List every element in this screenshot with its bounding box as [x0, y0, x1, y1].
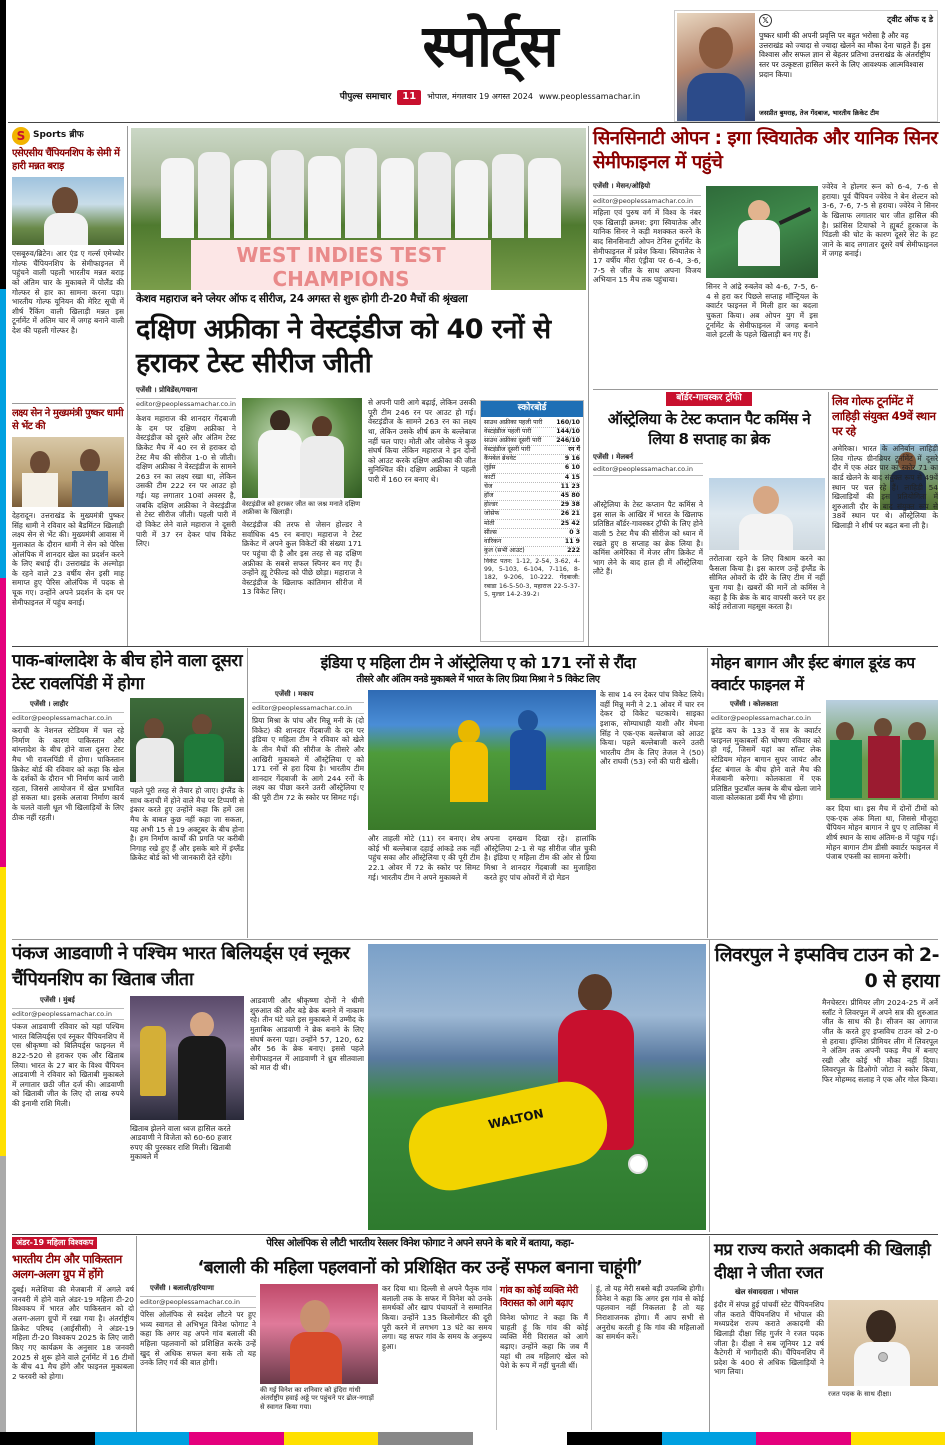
color-registration-strip: [0, 1432, 945, 1445]
india-a-body-1: प्रिया मिश्रा के पांच और मिन्नू मनी के (दो विकेट) की शानदार गेंदबाजी के दम पर इंडिया ए महिला टीम ने रविवार को खेले के तीन मैचों की सीरीज के तीसरे और आखिरी मुकाबले में ऑस्ट्रेलिया ए को 171 रनों से हरा दिया है। भारतीय टीम शानदार गेंदबाजी के आगे 244 रनों के लक्ष्य का पीछा करने उतरी ऑस्ट्रेलिया ए की पूरी टीम 72 के स्कोर पर सिमट गई।: [252, 716, 364, 802]
color-registration-bar: [0, 0, 6, 1445]
brief-1-body: एसबूरुव/ब्रिटेन। आर एंड ए गर्ल्स एमेच्योर गोल्फ चैंपियनशिप के सेमीफाइनल में पहुंचने वाली पहली भारतीय मन्नत बराड़ को अंतिम चार के मुकाबले में पोलैंड की गोल्फर से हार का सामना करना पड़ा। भारतीय गोल्फ यूनियन की मेरिट सूची में शीर्ष रैंकिंग वाली खिलाड़ी मन्नत इस टूर्नामेंट में अंतिम चार में जगह बनाने वाली देश की पहली गोल्फर है।: [12, 249, 124, 335]
scoreboard-row-value: 222: [567, 547, 580, 555]
u19-headline: भारतीय टीम और पाकिस्तान अलग-अलग ग्रुप में होंगे: [12, 1252, 122, 1282]
scoreboard-row: [484, 464, 580, 473]
scoreboard-row-label: लुईस: [484, 464, 496, 472]
pak-ban-body-2: पहले पूरी तरह से तैयार हो जाए। इंग्लैंड के साथ कराची में होने वाले मैच पर टिप्पणी से इंकार करते हुए उन्होंने कहा कि हमें उस मैच के बाबत कुछ नहीं कहा जा सकता, यह अभी 15 से 19 अक्टूबर के बीच होना है। हम निर्माण कार्यों की प्रगति पर करीबी निगाह रखे हुए हैं और इसके बारे में इंग्लैंड क्रिकेट बोर्ड को भी जानकारी देते रहेंगे।: [130, 786, 244, 863]
scoreboard-row: [484, 446, 580, 455]
india-a-body-2: और ताहली मोटे (11) रन बनाए। शेष कोई भी बल्लेबाज दहाई आंकड़े तक नहीं पहुंच सका और ऑस्ट्रेलिया ए की पूरी टीम 22.1 ओवर में 72 के स्कोर पर सिमट गई। भारतीय टीम ने अपने मुकाबले में: [368, 834, 480, 882]
india-a-byline: एजेंसी । मकाय: [275, 690, 314, 698]
cincinnati-email: editor@peoplessamachar.co.in: [593, 195, 701, 207]
lead-celebration-photo: [242, 398, 362, 498]
pak-ban-email: editor@peoplessamachar.co.in: [12, 712, 124, 724]
lead-body-1: केशव महाराज की शानदार गेंदबाजी के दम पर दक्षिण अफ्रीका ने वेस्टइंडीज को दूसरे और अंतिम टेस्ट क्रिकेट मैच में 40 रन से हराकर दो टेस्ट मैच की सीरीज 1-0 से जीती। दक्षिण अफ्रीका ने वेस्टइंडीज के सामने 263 रन का लक्ष्य रखा था, लेकिन उसकी टीम 222 रन पर आउट हो गई। यह लगातार 10वां अवसर है, जबकि दक्षिण अफ्रीका ने वेस्टइंडीज से टेस्ट सीरीज जीती। पहली पारी में दो विकेट लेने वाले महाराज ने दूसरी पारी में 37 रन देकर पांच विकेट लिए।: [136, 414, 236, 549]
scoreboard-row-value: 6 10: [564, 464, 580, 472]
liverpool-body: मैनचेस्टर। प्रीमियर लीग 2024-25 में अर्ने स्लॉट ने लिवरपूल में अपने सत्र की शुरुआत जीत के साथ की है। सीजन का आगाज जीत के करते हुए इप्सविच टाउन को 2-0 से हराया। इंग्लिश प्रीमियर लीग में लिवरपूल ने अंतिम तक अपनी पकड़ मैच में बनाए रखी और कोई भी मौका नहीं दिया। लिवरपूल के डिओगो जोटा ने स्कोर किया, फिर मोहम्मद सलाह ने एक और गोल किया।: [822, 998, 938, 1084]
cincinnati-body-3: ज्वेरेव ने होल्गर रून को 6-4, 7-6 से हराया। पूर्व चैंपियन ज्वेरेव ने बेन शेल्टन को 3-6, 7-6, 7-5 से हराया। ज्वेरेव ने सिनर के खिलाफ लगातार चार जीत हासिल की है। फ्रांसिस टियाफो ने ह्यूबर्ट हुरकाज के पिंडली की चोट के कारण दूसरे सेट के हट जाने के बाद लगातार दूसरे वर्ष सेमीफाइनल में जगह बनाई।: [822, 182, 938, 259]
liverpool-photo: [368, 944, 706, 1230]
scoreboard-row: [484, 510, 580, 519]
brief-logo-icon: S: [12, 127, 30, 145]
border-gavaskar-email: editor@peoplessamachar.co.in: [593, 463, 703, 475]
pankaj-byline: एजेंसी । मुंबई: [40, 996, 75, 1004]
vinesh-sidebar-body: विनेश फोगाट ने कहा कि मैं चाहती हूं कि गांव की कोई व्यक्ति मेरी विरासत को आगे बढ़ाए। उन्होंने कहा कि जब मैं यहां थी तब महिलाएं खेल को पेशे के रूप में नहीं चुनती थीं।: [500, 1313, 588, 1371]
masthead-rule: [8, 122, 940, 123]
pankaj-email: editor@peoplessamachar.co.in: [12, 1008, 124, 1020]
diksha-body: इंदौर में संपन्न हुई पांचवीं स्टेट चैंपियनशिप जीत कराते चैंपियनशिप में भोपाल की मध्यप्रदेश राज्य कराते अकादमी की खिलाड़ी दीक्षा सिंह गुर्जर ने रजत पदक जीता है। दीक्षा ने सब जूनियर 12 वर्ष कैटेगरी में भागीदारी की। चैंपियनशिप में प्रदेश के 400 से अधिक खिलाड़ियों ने भाग लिया।: [714, 1300, 824, 1377]
scoreboard-row-label: साउथ अफ्रीका दूसरी पारी: [484, 436, 542, 444]
pak-ban-photo: [130, 698, 244, 782]
cincinnati-headline: सिनसिनाटी ओपन : इगा स्वियातेक और यानिक सिनर सेमीफाइनल में पहुंचे: [593, 128, 938, 173]
mohun-byline: एजेंसी । कोलकाता: [730, 700, 779, 708]
india-a-body-3: के साथ 14 रन देकर पांच विकेट लिये। वहीं मिन्नू मनी ने 2.1 ओवर में चार रन देकर दो विकेट चटकाये। साइका इशाक, सोम्पाधाही याशी और मेघना सिंह ने एक-एक बल्लेबाज को आउट किया। पहले बल्लेबाजी करने उतरी भारतीय टीम के लिए तेजल ने (50) और राघवी (53) रनों की पारी खेली।: [600, 690, 704, 767]
scoreboard-row-value: 29 38: [560, 501, 580, 509]
vinesh-email: editor@peoplessamachar.co.in: [140, 1296, 256, 1308]
liverpool-photo-jersey: WALTON: [487, 1106, 545, 1132]
scoreboard-row-label: वेस्टइंडीज दूसरी पारी: [484, 446, 531, 454]
golf-headline: लिव गोल्फ टूर्नामेंट में लाहिड़ी संयुक्त 49वें स्थान पर रहे: [832, 394, 936, 438]
brief-2-photo: [12, 437, 124, 507]
scoreboard-title: स्कोरबोर्ड: [481, 401, 583, 417]
vinesh-sidebar-headline: गांव का कोई व्यक्ति मेरी विरासत को आगे बढ़ाए: [500, 1285, 578, 1309]
brief-label: Sports ब्रीफ: [33, 130, 84, 141]
champions-banner: WEST INDIES TEST CHAMPIONS: [191, 240, 491, 290]
scoreboard-row: [484, 455, 580, 464]
liverpool-headline: लिवरपुल ने इप्सविच टाउन को 2-0 से हराया: [714, 944, 939, 992]
mohun-headline: मोहन बागान और ईस्ट बंगाल डूरंड कप क्वार्टर फाइनल में: [711, 654, 915, 694]
india-a-photo: [368, 690, 596, 830]
scoreboard-row-label: वारिकन: [484, 537, 502, 545]
pankaj-headline: पंकज आडवाणी ने पश्चिम भारत बिलियर्ड्स एवं स्नूकर चैंपियनशिप का खिताब जीता: [12, 943, 350, 990]
scoreboard-row-label: कैंपबेल ब्रेथवेट: [484, 455, 517, 463]
lead-email: editor@peoplessamachar.co.in: [136, 398, 236, 410]
paper-name: पीपुल्स समाचार: [339, 91, 392, 102]
u19-tag: अंडर-19 महिला विश्वकप: [12, 1237, 97, 1249]
india-a-email: editor@peoplessamachar.co.in: [252, 702, 364, 714]
golf-body: अमेरिका। भारत के अनिर्बान लाहिड़ी लिव गोल्फ ग्रीनब्रियर टूर्नामेंट में दूसरे दौर में एक अंडर पार का स्कोर 71 का कार्ड खेलने के बाद संयुक्त रूप से 49वें स्थान पर चल रहे हैं। लाहिड़ी 54 खिलाड़ियों की इस प्रतियोगिता में शुरुआती दौर के बाद संयुक्त रूप से 38वें स्थान पर थे। ऑस्ट्रेलिया के खिलाड़ी ने शीर्ष पर बढ़त बना ली है।: [832, 444, 938, 530]
scoreboard-row-label: जोसेफ: [484, 510, 500, 518]
scoreboard-row-label: मोती: [484, 519, 495, 527]
scoreboard-row-value: 160/10: [556, 418, 580, 426]
scoreboard-row-label: सील्स: [484, 528, 497, 536]
scoreboard-row-label: चेज: [484, 482, 493, 490]
scoreboard-row: [484, 437, 580, 446]
border-gavaskar-headline: ऑस्ट्रेलिया के टेस्ट कप्तान पैट कमिंस ने लिया 8 सप्ताह का ब्रेक: [607, 409, 811, 448]
mohun-body-2: कर दिया था। इस मैच में दोनों टीमों को एक-एक अंक मिला था, जिससे मौजूदा चैंपियन मोहन बागान ने ग्रुप ए तालिका में शीर्ष स्थान के साथ अंतिम-8 में पहुंच गई। मोहन बागान टीम डीसी क्वार्टर फाइनल में पंजाब एफसी का सामना करेगी।: [826, 804, 938, 862]
diksha-photo: [828, 1300, 938, 1386]
diksha-photo-caption: रजत पदक के साथ दीक्षा।: [828, 1390, 892, 1398]
masthead: [300, 8, 680, 118]
lead-body-3: से अपनी पारी आगे बढ़ाई, लेकिन उसकी पूरी टीम 246 रन पर आउट हो गई। वेस्टइंडीज के सामने 263 रन का लक्ष्य था, लेकिन उसके शीर्ष क्रम के बल्लेबाज नहीं चल पाए। मोती और जोसेफ ने कुछ संघर्ष किया लेकिन महाराज ने इन दोनों को आउट करके दक्षिण अफ्रीका की जीत सुनिश्चित की। दक्षिण अफ्रीका ने पहली पारी में 160 रन बनाए थे।: [368, 398, 476, 484]
vinesh-photo: [260, 1284, 378, 1384]
scoreboard-row-value: 9 16: [564, 455, 580, 463]
section-title: स्पोर्ट्स: [422, 12, 558, 80]
cincinnati-body-1: महिला एवं पुरुष वर्ग में विश्व के नंबर एक खिलाड़ी क्रमश: इगा स्वियातेक और यानिक सिनर ने कड़ी मशक्कत करने के बाद सिनसिनाटी ओपन टेनिस टूर्नामेंट के सेमीफाइनल में प्रवेश किया। स्वियातेक ने 17 वर्षीय मीरा एंड्रीवा पर 6-4, 3-6, 7-5 से जीत के साथ अपना विजय अभियान 15 मैच तक पहुंचाया।: [593, 208, 701, 285]
lead-headline: दक्षिण अफ्रीका ने वेस्टइंडीज को 40 रनों से हराकर टेस्ट सीरीज जीती: [136, 314, 551, 379]
scoreboard-row: [484, 492, 580, 501]
vinesh-body-3: हूं, तो यह मेरी सबसे बड़ी उपलब्धि होगी। विनेश ने कहा कि अगर इस गांव से कोई पहलवान नहीं निकलता है तो यह निराशाजनक होगा। मैं आप सभी से अनुरोध करती हूं कि गांव की महिलाओं का समर्थन करें।: [596, 1284, 704, 1342]
pankaj-photo: [130, 996, 244, 1120]
scoreboard-row-value: 4 15: [564, 473, 580, 481]
lead-byline: एजेंसी । प्रोविडेंस/गयाना: [136, 386, 198, 394]
tweet-author-photo: [677, 13, 755, 121]
border-gavaskar-byline: एजेंसी । मेलबर्न: [593, 452, 633, 461]
scoreboard-row-label: कुल (सभी आउट): [484, 547, 525, 555]
vinesh-kicker: पेरिस ओलंपिक से लौटी भारतीय रेसलर विनेश फोगाट ने अपने सपने के बारे में बताया, कहा-: [266, 1238, 574, 1249]
scoreboard-row-value: रन गें: [568, 446, 580, 454]
tweet-text: पुष्कर धामी की अपनी प्रवृत्ति पर बहुत भरोसा है और वह उत्तराखंड को ज्यादा से ज्यादा खेलने का मौका देना चाहते हैं। इस विश्वास और सफल ज्ञान से बेहतर प्रतिभा उत्तराखंड के अंतर्राष्ट्रीय स्तर पर उत्कृष्टता हासिल करने के लिए आवश्यक आत्मविश्वास प्रदान किया।: [759, 31, 931, 79]
india-a-body-4: अपना दमखम दिखा रहे। हालांकि ऑस्ट्रेलिया 2-1 से यह सीरीज जीत चुकी है। इंडिया ए महिला टीम की ओर से प्रिया मिश्रा ने शानदार गेंदबाजी का मुजाहिरा करते हुए पांच ओवरों में दो मेडन: [484, 834, 596, 882]
dateline: भोपाल, मंगलवार 19 अगस्त 2024: [427, 92, 533, 102]
vinesh-sidebar: [496, 1284, 592, 1430]
scoreboard-row-value: 26 21: [560, 510, 580, 518]
u19-body: दुबई। मलेशिया की मेजबानी में अगले वर्ष जनवरी में होने वाले अंडर-19 महिला टी-20 विश्वकप में भारत और पाकिस्तान को दो अलग-अलग ग्रुपों में रखा गया है। अंतर्राष्ट्रीय क्रिकेट परिषद (आईसीसी) ने अंडर-19 महिला टी-20 विश्वकप 2025 के लिए जारी किए गए कार्यक्रम के अनुसार 18 जनवरी 2025 से शुरू होने वाले टूर्नामेंट में 16 टीमों के बीच 41 मैच होंगे और फाइनल मुकाबला 2 फरवरी को होगा।: [12, 1285, 134, 1381]
u19-story: [12, 1237, 134, 1431]
brief-2-body: देहरादून। उत्तराखंड के मुख्यमंत्री पुष्कर सिंह धामी ने रविवार को बैडमिंटन खिलाड़ी लक्ष्य सेन से भेंट की। मुख्यमंत्री आवास में मुलाकात के दौरान धामी ने सेन को पेरिस ओलंपिक में शानदार खेल का प्रदर्शन करने के लिए बधाई दी। उत्तराखंड के अल्मोड़ा के रहने वाले 23 वर्षीय सेन इसी माह समाप्त हुए पेरिस ओलंपिक में पदक से चूक गए। उन्होंने अपने प्रदर्शन के दम पर सेमीफाइनल में पहुंच बनाई।: [12, 511, 124, 607]
mohun-email: editor@peoplessamachar.co.in: [711, 712, 821, 724]
vinesh-byline: एजेंसी । बलाली/हरियाणा: [150, 1284, 214, 1292]
scoreboard-row: [484, 419, 580, 428]
mohun-body: डूरंड कप के 133 वें सत्र के क्वार्टर फाइनल मुकाबलों की घोषणा रविवार को हो गई, जिसमें यहां का सॉल्ट लेक स्टेडियम मोहन बागान सुपर जायंट और ईस्ट बंगाल के बीच होने वाले मैच की मेजबानी करेगा। कोलकाता में एक प्रतिष्ठित फुटबॉल क्लब के बीच खेला जाने वाला कोलकाता डर्बी मैच भी होगा।: [711, 726, 821, 803]
scoreboard-row-value: 144/10: [556, 427, 580, 435]
india-a-subhead: तीसरे और अंतिम वनडे मुकाबले में भारत के लिए प्रिया मिश्रा ने 5 विकेट लिए: [356, 674, 600, 685]
lead-kicker: केशव महाराज बने प्लेयर ऑफ द सीरीज, 24 अगस्त से शुरू होगी टी-20 मैचों की श्रृंखला: [136, 293, 468, 305]
tweet-of-the-day: [674, 10, 938, 122]
border-gavaskar-body-2: तरोताजा रहने के लिए विश्राम करने का फैसला किया है। इस कारण उन्हें इंग्लैंड के सीमित ओवरों के दौरे के लिए टीम में नहीं चुना गया है। खबरों की मानें तो कमिंस ने कहा है कि ब्रेक के बाद वापसी करने पर हर कोई तरोताजा महसूस करता है।: [709, 554, 825, 612]
scoreboard-fow: विकेट पतन: 1-12, 2-54, 3-62, 4-99, 5-103, 6-104, 7-116, 8-182, 9-206, 10-222. गेंदबाजी: रबाडा 16-5-50-3, महाराज 22-5-37-5, मुल्डर 14-2-39-2।: [484, 558, 580, 598]
brief-2-headline: लक्ष्य सेन ने मुख्यमंत्री पुष्कर धामी से भेंट की: [12, 408, 124, 432]
pankaj-photo-caption: खिताब झेलने वाला ध्वज हासिल करते आडवाणी ने विजेता को 60-60 हजार रुपए की पुरस्कार राशि मिली। खिताबी मुकाबले में: [130, 1124, 232, 1161]
mohun-photo: [826, 700, 938, 800]
scoreboard-row-label: हॉज: [484, 492, 494, 500]
pankaj-body-2: आडवाणी और श्रीकृष्णा दोनों ने धीमी शुरुआत की और बड़े ब्रेक बनाने में नाकाम रहे। तीन घंटे चले इस मुकाबले में उम्मीद के मुताबिक आडवाणी ने ब्रेक बनाने के लिए संघर्ष करना पड़ा। उन्होंने 57, 120, 62 और 56 के ब्रेक बनाए। इससे पहले सेमीफाइनल में आडवाणी ने ध्रुव सीतवाला को मात दी थी।: [250, 996, 364, 1073]
website: www.peoplessamachar.in: [538, 92, 641, 102]
pak-ban-byline: एजेंसी । लाहौर: [30, 700, 69, 708]
scoreboard-row-label: कार्टी: [484, 473, 496, 481]
cincinnati-byline: एजेंसी । मेसन/ओहियो: [593, 182, 651, 190]
pak-ban-headline: पाक-बांग्लादेश के बीच होने वाला दूसरा टेस्ट रावलपिंडी में होगा: [12, 651, 243, 694]
scoreboard-row: [484, 483, 580, 492]
cincinnati-body-2: सिनर ने आंद्रे रुबलेव को 4-6, 7-5, 6-4 से हरा कर पिछले सप्ताह मॉन्ट्रियल के क्वार्टर फाइनल में मिली हार का बदला चुकता किया। अब ओपन युग में इस टूर्नामेंट के सेमीफाइनल में जगह बनाने वाले इटली के पहले खिलाड़ी बन गए हैं।: [706, 282, 818, 340]
india-a-headline: इंडिया ए महिला टीम ने ऑस्ट्रेलिया ए को 171 रनों से रौंदा: [320, 654, 636, 672]
lead-photo-caption: वेस्टइंडीज को हराकर जीत का जश्न मनाते दक्षिण अफ्रीका के खिलाड़ी।: [242, 500, 361, 517]
vinesh-headline: ‘बलाली की महिला पहलवानों को प्रशिक्षित कर उन्हें सफल बनाना चाहूंगी’: [197, 1258, 643, 1278]
scoreboard-row: [484, 547, 580, 556]
diksha-byline: खेल संवाददाता । भोपाल: [735, 1288, 799, 1296]
scoreboard-row-label: साउथ अफ्रीका पहली पारी: [484, 418, 543, 426]
scoreboard-row: [484, 520, 580, 529]
cincinnati-photo: [706, 186, 818, 278]
border-gavaskar-body: ऑस्ट्रेलिया के टेस्ट कप्तान पैट कमिंस ने इस साल के आखिर में भारत के खिलाफ प्रतिष्ठित बॉर्डर-गावस्कर ट्रॉफी के लिए होने वाली 5 टेस्ट मैच की सीरीज को ध्यान में रखते हुए 8 सप्ताह का ब्रेक लिया है। कमिंस अमेरिका में मेजर लीग क्रिकेट में भाग लेने के बाद हाल ही में ऑस्ट्रेलिया लौटे हैं।: [593, 500, 703, 577]
pankaj-body: पंकज आडवाणी रविवार को यहां पश्चिम भारत बिलियर्ड्स एवं स्नूकर चैंपियनशिप में एस श्रीकृष्णा को बिलियर्ड्स फाइनल में 822-520 से हराकर एक और खिताब लिया। भारत के 27 बार के विश्व चैंपियन आडवाणी ने रविवार को खिताबी मुकाबले में लगातार छठी जीत दर्ज की। आडवाणी को खिताबी जीत के लिए दो लाख रुपये की इनामी राशि मिली।: [12, 1022, 124, 1108]
border-gavaskar-story: [593, 392, 825, 642]
scoreboard-row: [484, 538, 580, 547]
x-logo-icon: 𝕏: [759, 14, 772, 27]
vinesh-photo-caption: की गई विनेश का शनिवार को इंदिरा गांधी अंतर्राष्ट्रीय हवाई अड्डे पर पहुंचने पर ढोल-नगाड़ों से स्वागत किया गया।: [260, 1386, 374, 1411]
scoreboard-row-value: 11 23: [560, 482, 580, 490]
pak-ban-body: कराची के नेशनल स्टेडियम में चल रहे निर्माण के कारण पाकिस्तान और बांग्लादेश के बीच होने वाला दूसरा टेस्ट मैच भी रावलपिंडी में होगा। पाकिस्तान क्रिकेट बोर्ड की रविवार को कहा कि खेल के दर्शकों के दौरान भी निर्माण कार्य जारी रहता, जिससे आयोजन में खेल प्रभावित हो सकता था। इसके अलावा निर्माण कार्य के चलते वाली धूल भी खिलाड़ियों के लिए ठीक नहीं रहती।: [12, 726, 124, 822]
scoreboard-row-label: होल्डर: [484, 501, 498, 509]
scoreboard-row-value: 25 42: [560, 519, 580, 527]
cummins-photo: [709, 478, 825, 550]
tweet-author: जसप्रीत बुमराह, तेज गेंदबाज, भारतीय क्रिकेट टीम: [759, 109, 879, 117]
scoreboard-row: [484, 428, 580, 437]
diksha-headline: मप्र राज्य कराते अकादमी की खिलाड़ी दीक्षा ने जीता रजत: [714, 1240, 931, 1282]
brief-1-headline: एसेएसीय चैंपियनशिप के सेमी में हारी मन्नत बराड़: [12, 148, 120, 172]
lead-body-2: वेस्टइंडीज की तरफ से जेसन होल्डर ने सर्वाधिक 45 रन बनाए। महाराज ने टेस्ट क्रिकेट में अपने कुल विकेटों की संख्या 171 पर पहुंचा दी है और इस तरह से वह दक्षिण अफ्रीका के सबसे सफल स्पिनर बन गए हैं। उन्होंने ह्यू टेफील्ड को पीछे छोड़ा। महाराज ने वेस्टइंडीज के खिलाफ कांतिमान सीरीज में 13 विकेट लिए।: [242, 520, 362, 597]
tweet-label: ट्वीट ऑफ द डे: [887, 15, 933, 25]
vinesh-body-1: पेरिस ओलंपिक से स्वदेश लौटने पर हुए भव्य स्वागत से अभिभूत विनेश फोगाट ने कहा कि अगर वह अपने गांव बलाली की महिला पहलवानों को प्रशिक्षित करके उन्हें खुद से अधिक सफल बना सके तो यह उनके लिए गर्व की बात होगी।: [140, 1310, 256, 1368]
brief-1-photo: [12, 177, 124, 245]
scoreboard-row-value: 0 3: [569, 528, 580, 536]
scoreboard-row-label: वेस्टइंडीज पहली पारी: [484, 427, 532, 435]
scoreboard-row: [484, 529, 580, 538]
scoreboard-row-value: 246/10: [556, 436, 580, 444]
vinesh-body-2: कर दिया था। दिल्ली से अपने पैतृक गांव बलाली तक के सफर में विनेश को उनके समर्थकों और खाप पंचायतों ने सम्मानित किया। उन्होंने 135 किलोमीटर की दूरी पूरी करने में लगभग 13 घंटे का समय लगा। यह सफर गांव के समय के अनुरूप हुआ।: [382, 1284, 492, 1351]
lead-photo: [131, 128, 586, 290]
border-gavaskar-tag: बॉर्डर-गावस्कर ट्रॉफी: [666, 392, 751, 406]
scoreboard-row-value: 11 9: [564, 537, 580, 545]
scoreboard: [480, 400, 584, 642]
scoreboard-row-value: 45 80: [560, 492, 580, 500]
scoreboard-row: [484, 501, 580, 510]
scoreboard-row: [484, 474, 580, 483]
page-number: 11: [397, 90, 421, 105]
